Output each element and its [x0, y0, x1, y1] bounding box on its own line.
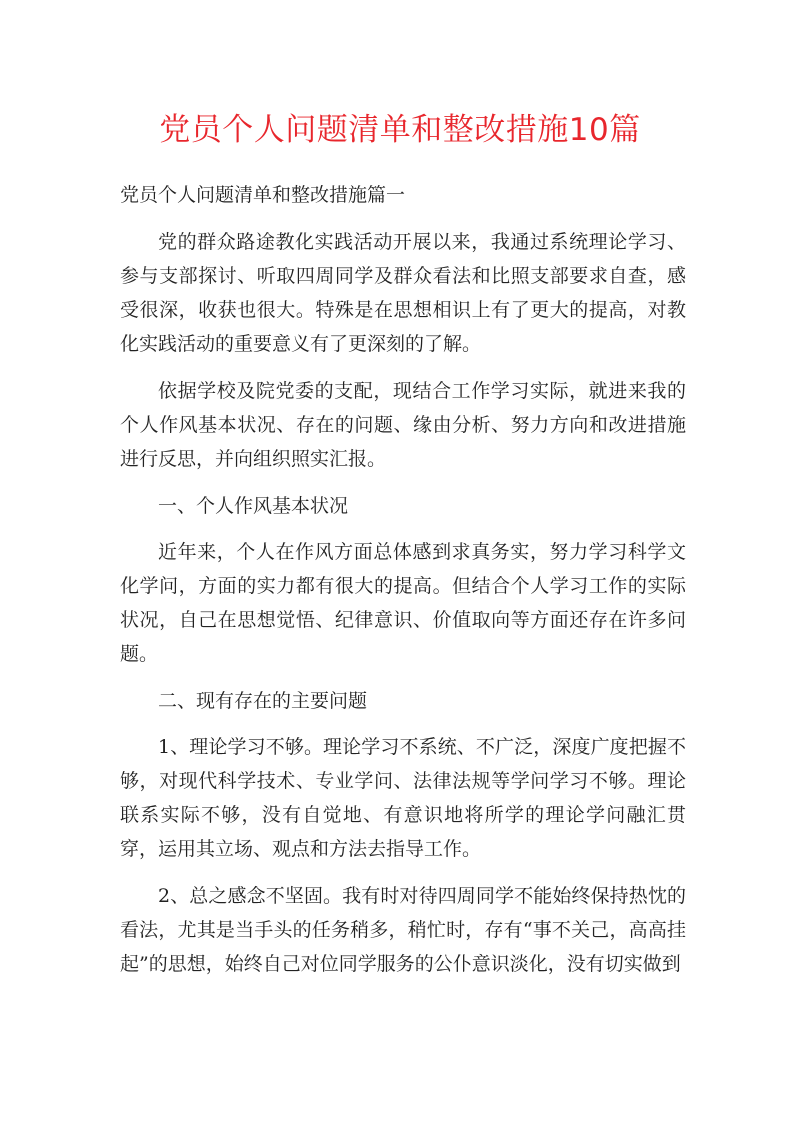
paragraph-problem-2: 2、总之感念不坚固。我有时对待四周同学不能始终保持热忱的看法，尤其是当手头的任务稍多，稍忙时，存有“事不关己，高高挂起”的思想，始终自己对位同学服务的公仆意识淡化，没有切实做到	[120, 885, 686, 975]
section-subtitle: 党员个人问题清单和整改措施篇一	[120, 184, 406, 206]
paragraph-intro: 党的群众路途教化实践活动开展以来，我通过系统理论学习、参与支部探讨、听取四周同学及群众看法和比照支部要求自查，感受很深，收获也很大。特殊是在思想相识上有了更大的提高，对教化实践活动的重要意义有了更深刻的了解。	[120, 231, 686, 355]
document-body	[120, 178, 686, 994]
section-heading-basic-status: 一、个人作风基本状况	[158, 495, 349, 517]
section-heading-main-problems: 二、现有存在的主要问题	[158, 690, 368, 712]
paragraph-problem-1: 1、理论学习不够。理论学习不系统、不广泛，深度广度把握不够，对现代科学技术、专业学问、法律法规等学问学习不够。理论联系实际不够，没有自觉地、有意识地将所学的理论学问融汇贯穿，运用其立场、观点和方法去指导工作。	[120, 736, 686, 860]
document-title: 党员个人问题清单和整改措施10篇	[159, 112, 641, 148]
paragraph-basic-status: 近年来，个人在作风方面总体感到求真务实，努力学习科学文化学问，方面的实力都有很大的提高。但结合个人学习工作的实际状况，自己在思想觉悟、纪律意识、价值取向等方面还存在许多问题。	[120, 541, 686, 665]
paragraph-arrangement: 依据学校及院党委的支配，现结合工作学习实际，就进来我的个人作风基本状况、存在的问题、缘由分析、努力方向和改进措施进行反思，并向组织照实汇报。	[120, 380, 686, 470]
